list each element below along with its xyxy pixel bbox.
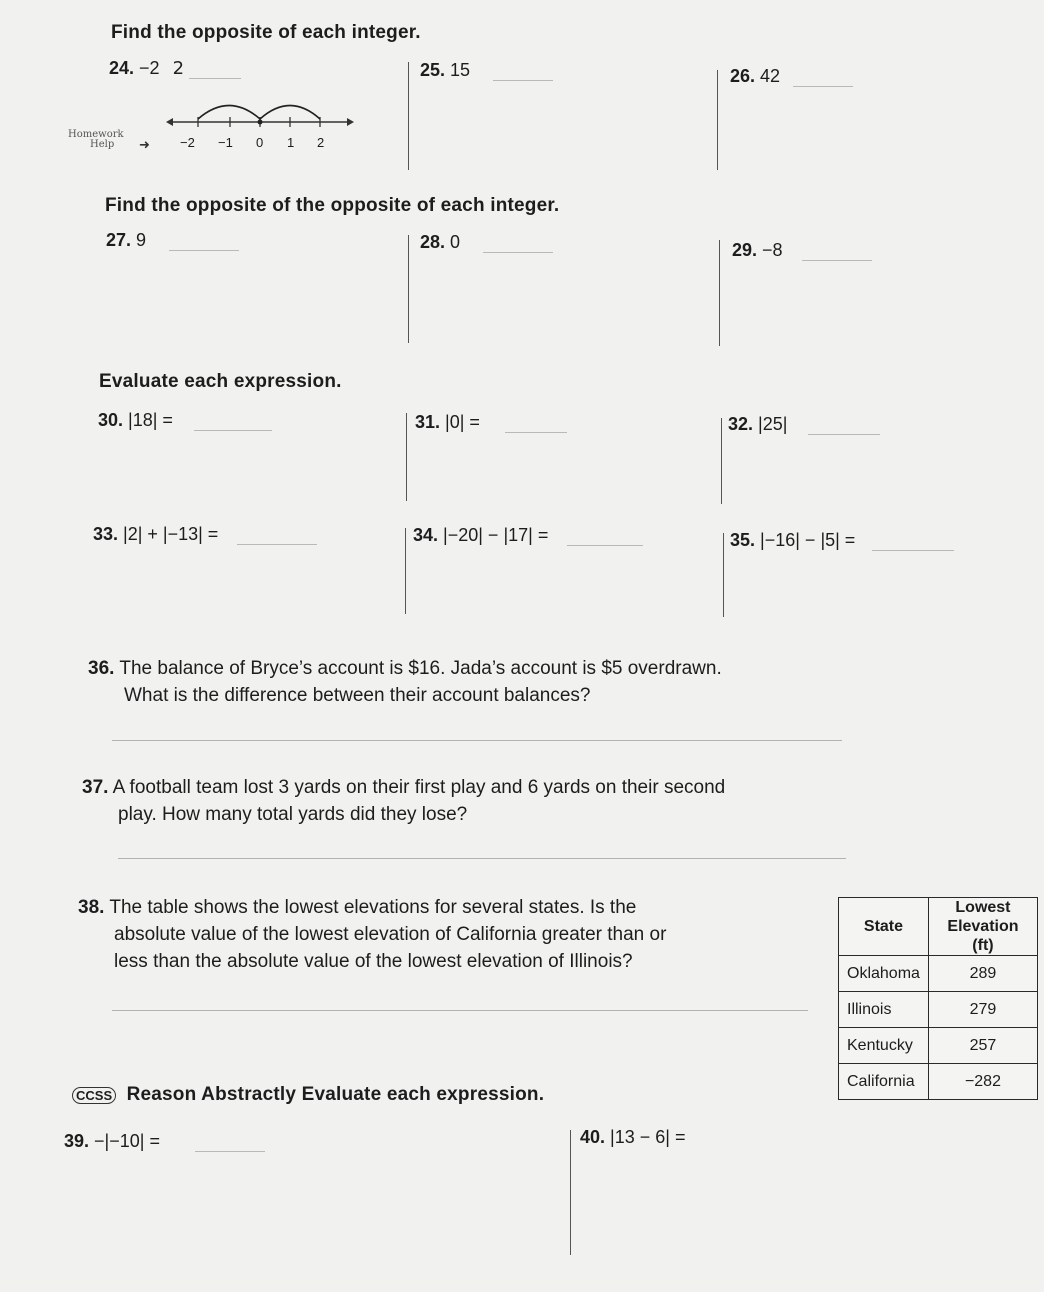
problem-text-line: absolute value of the lowest elevation of California greater than or xyxy=(114,924,667,945)
problem-26 xyxy=(730,66,853,87)
problem-number: 31. xyxy=(415,412,441,432)
answer-line[interactable] xyxy=(118,858,846,859)
problem-expression: 9 xyxy=(136,230,147,250)
problem-expression: 0 xyxy=(450,232,461,252)
number-line-left-arrow xyxy=(166,118,173,126)
section-heading-reason: Reason Abstractly Evaluate each expression. xyxy=(126,1084,545,1105)
elevation-cell: 257 xyxy=(928,1028,1037,1064)
problem-27 xyxy=(106,230,239,251)
problem-39 xyxy=(64,1131,265,1152)
problem-28 xyxy=(420,232,553,253)
problem-number: 27. xyxy=(106,230,132,250)
tick-label: 0 xyxy=(256,135,264,150)
problem-24 xyxy=(109,58,241,79)
state-cell: Kentucky xyxy=(839,1028,929,1064)
problem-text-line: A football team lost 3 yards on their first play and 6 yards on their second xyxy=(112,777,726,798)
problem-number: 28. xyxy=(420,232,446,252)
state-cell: California xyxy=(839,1064,929,1100)
elevation-table xyxy=(838,897,1038,1100)
answer-line[interactable] xyxy=(112,740,842,741)
answer-blank[interactable] xyxy=(567,527,643,546)
table-row xyxy=(839,956,1038,992)
problem-text-line: The balance of Bryce’s account is $16. Jada’s account is $5 overdrawn. xyxy=(119,658,722,679)
answer-blank[interactable] xyxy=(808,416,880,435)
answer-blank[interactable] xyxy=(505,414,567,433)
answer-blank[interactable] xyxy=(483,234,553,253)
column-divider xyxy=(570,1130,571,1255)
problem-40 xyxy=(580,1127,685,1148)
answer-blank[interactable] xyxy=(169,232,239,251)
problem-number: 25. xyxy=(420,60,446,80)
problem-38 xyxy=(78,894,666,975)
state-cell: Illinois xyxy=(839,992,929,1028)
problem-29 xyxy=(732,240,872,261)
tick-label: 1 xyxy=(287,135,295,150)
arrow-icon: ➜ xyxy=(139,137,150,152)
problem-25 xyxy=(420,60,553,81)
problem-number: 39. xyxy=(64,1131,90,1151)
tick-label: −1 xyxy=(218,135,233,150)
badge-line-homework: Homework xyxy=(68,129,124,140)
problem-number: 37. xyxy=(82,777,109,798)
problem-expression: |−16| − |5| = xyxy=(760,530,856,550)
column-divider xyxy=(723,533,724,617)
problem-expression: |25| xyxy=(758,414,788,434)
section-heading-opposite-of-opposite: Find the opposite of the opposite of each integer. xyxy=(105,195,560,216)
answer-line[interactable] xyxy=(112,1010,808,1011)
problem-36 xyxy=(88,655,722,709)
answer-blank[interactable] xyxy=(237,526,317,545)
problem-35 xyxy=(730,530,954,551)
column-divider xyxy=(719,240,720,346)
problem-number: 30. xyxy=(98,410,124,430)
problem-expression: |13 − 6| = xyxy=(610,1127,686,1147)
answer-blank[interactable] xyxy=(872,532,954,551)
number-line-right-arrow xyxy=(347,118,354,126)
answer-blank[interactable] xyxy=(802,242,872,261)
problem-number: 33. xyxy=(93,524,119,544)
problem-32 xyxy=(728,414,880,435)
problem-number: 40. xyxy=(580,1127,606,1147)
hop-arc-left xyxy=(198,106,260,120)
problem-30 xyxy=(98,410,272,431)
problem-number: 35. xyxy=(730,530,756,550)
answer-blank[interactable] xyxy=(793,68,853,87)
answer-blank[interactable] xyxy=(493,62,553,81)
problem-text-line: play. How many total yards did they lose? xyxy=(118,804,468,825)
problem-expression: −8 xyxy=(762,240,783,260)
table-row xyxy=(839,1028,1038,1064)
origin-dot xyxy=(258,120,263,125)
header-line: Lowest xyxy=(955,899,1011,916)
problem-text-line: The table shows the lowest elevations for several states. Is the xyxy=(109,897,637,918)
problem-expression: |0| = xyxy=(445,412,480,432)
handwritten-answer: 2 xyxy=(172,58,185,79)
column-divider xyxy=(721,418,722,504)
problem-33 xyxy=(93,524,317,545)
problem-number: 29. xyxy=(732,240,758,260)
column-divider xyxy=(717,70,718,170)
table-header-elevation xyxy=(928,898,1037,956)
table-row xyxy=(839,992,1038,1028)
problem-34 xyxy=(413,525,643,546)
section-heading-opposite: Find the opposite of each integer. xyxy=(111,22,421,43)
problem-text-line: What is the difference between their account balances? xyxy=(124,685,591,706)
table-row xyxy=(839,1064,1038,1100)
problem-expression: 42 xyxy=(760,66,781,86)
reason-abstractly-heading xyxy=(72,1084,544,1106)
problem-number: 24. xyxy=(109,58,135,78)
ccss-badge: CCSS xyxy=(72,1087,116,1104)
answer-blank[interactable] xyxy=(194,412,272,431)
column-divider xyxy=(408,235,409,343)
elevation-cell: −282 xyxy=(928,1064,1037,1100)
badge-line-help: Help xyxy=(90,139,115,150)
answer-blank[interactable] xyxy=(189,60,241,79)
problem-expression: 15 xyxy=(450,60,471,80)
problem-number: 38. xyxy=(78,897,105,918)
section-heading-evaluate: Evaluate each expression. xyxy=(99,371,342,392)
elevation-cell: 289 xyxy=(928,956,1037,992)
problem-expression: |2| + |−13| = xyxy=(123,524,219,544)
column-divider xyxy=(406,413,407,501)
problem-number: 26. xyxy=(730,66,756,86)
header-line: Elevation (ft) xyxy=(947,918,1019,954)
tick-label: 2 xyxy=(317,135,325,150)
problem-number: 36. xyxy=(88,658,115,679)
elevation-cell: 279 xyxy=(928,992,1037,1028)
problem-number: 32. xyxy=(728,414,754,434)
state-cell: Oklahoma xyxy=(839,956,929,992)
problem-text-line: less than the absolute value of the lowest elevation of Illinois? xyxy=(114,951,633,972)
table-header-state: State xyxy=(839,898,929,956)
column-divider xyxy=(408,62,409,170)
homework-help-badge[interactable] xyxy=(68,130,138,150)
answer-blank[interactable] xyxy=(195,1133,265,1152)
tick-label: −2 xyxy=(180,135,195,150)
problem-number: 34. xyxy=(413,525,439,545)
problem-expression: −|−10| = xyxy=(94,1131,160,1151)
column-divider xyxy=(405,528,406,614)
hop-arc-right xyxy=(260,106,320,120)
problem-expression: |18| = xyxy=(128,410,173,430)
problem-expression: |−20| − |17| = xyxy=(443,525,549,545)
problem-expression: −2 xyxy=(139,58,160,78)
problem-37 xyxy=(82,774,725,828)
problem-31 xyxy=(415,412,567,433)
